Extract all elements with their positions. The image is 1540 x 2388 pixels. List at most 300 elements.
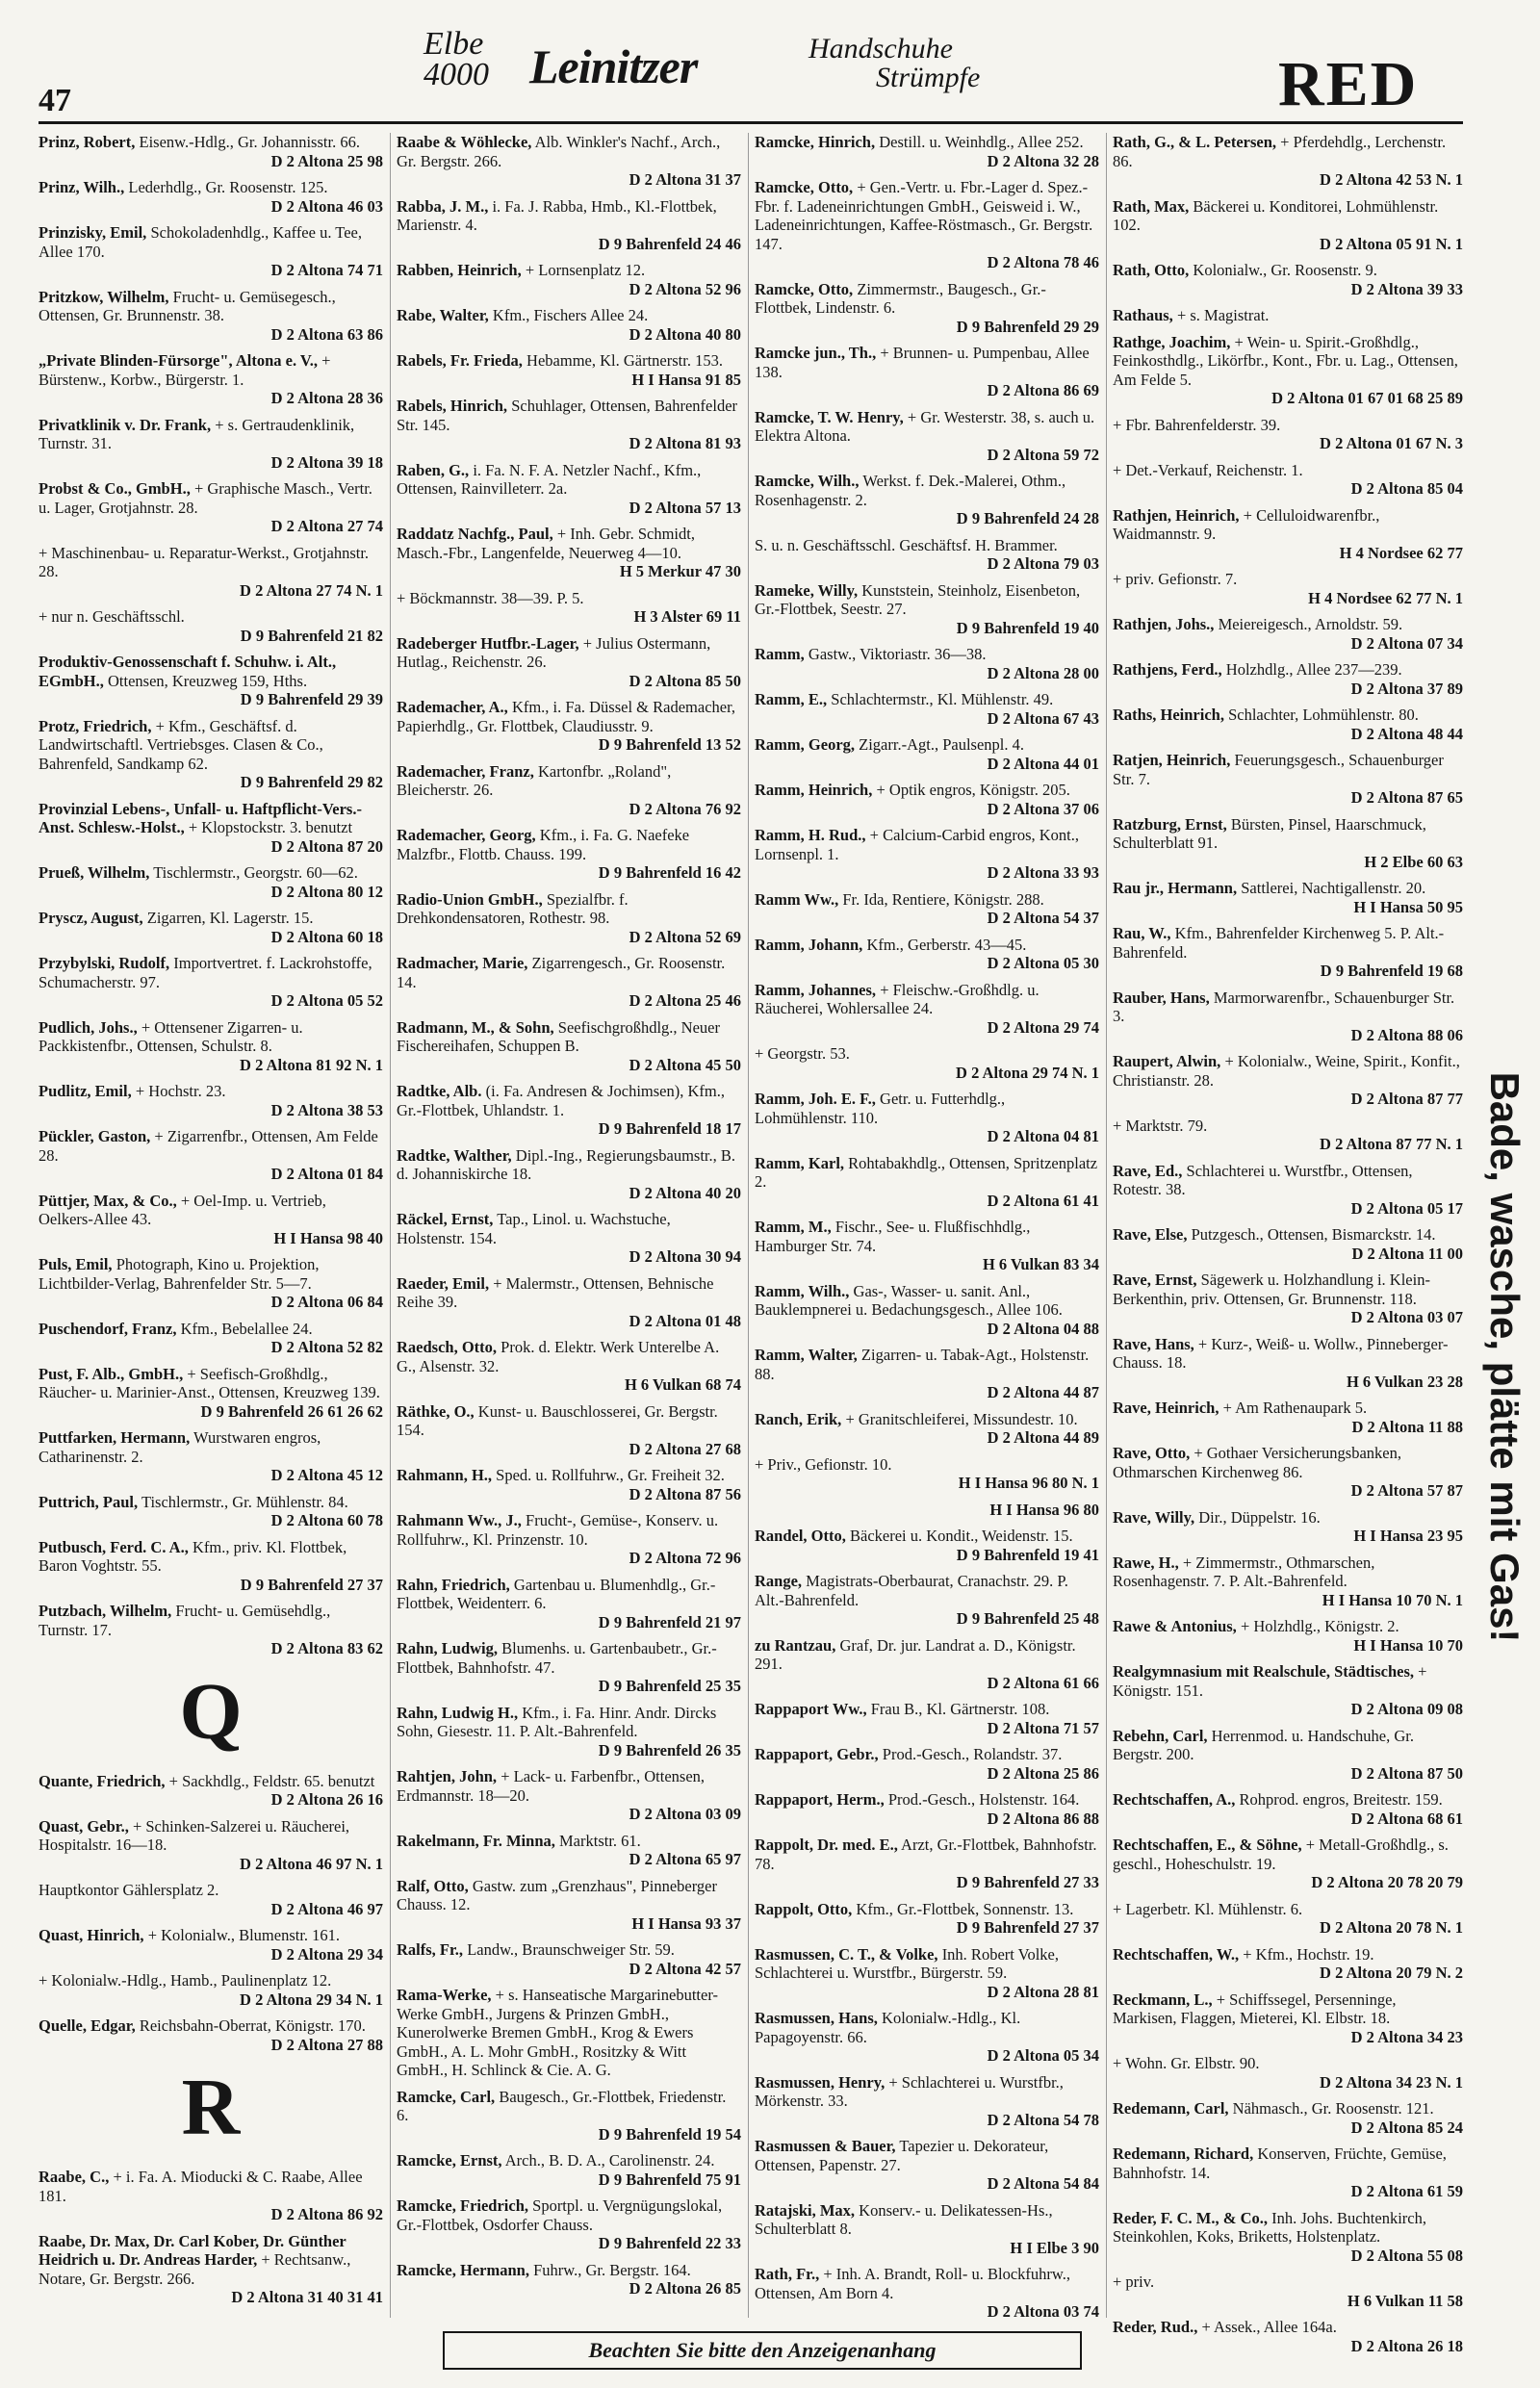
entry-phones [397,1914,741,1934]
entry-phones [38,325,383,345]
entry-name: Ratajski, Max, [755,2200,856,2220]
entry-phones [1113,2247,1463,2266]
entry-phones [755,1546,1099,1565]
phone-number: D 2 Altona 48 44 [1350,724,1463,743]
entry-phones [755,800,1099,819]
directory-entry [755,645,1099,682]
phone-number: D 2 Altona 40 80 [629,324,741,344]
entry-details: Sattlerei, Nachtigallenstr. 20. [1241,879,1426,897]
directory-entry [38,1538,383,1595]
entry-name: Ramm, Walter, [755,1346,858,1364]
phone-number: D 2 Altona 42 57 [629,1959,741,1978]
entry-name: Rathjens, Ferd., [1113,660,1222,679]
entry-phones [755,1255,1099,1274]
entry-details: Zimmermstr., Baugesch., Gr.-Flottbek, Lindenstr. 6. [755,279,1046,317]
directory-entry [397,197,741,254]
directory-entry [1113,2318,1463,2355]
entry-phones [397,800,741,819]
entry-details: Tischlermstr., Gr. Mühlenstr. 84. [141,1492,348,1511]
directory-entry [397,1767,741,1824]
entry-phones [38,1402,383,1422]
directory-entry [1113,2099,1463,2137]
entry-details: Gastw. zum „Grenzhaus", Pinneberger Chauss. 12. [397,1876,717,1913]
entry-details: + Calcium-Carbid engros, Kont., Lornsenpl. 1. [755,826,1079,863]
phone-number: D 2 Altona 37 89 [1350,679,1463,698]
entry-details: Kolonialw., Gr. Roosenstr. 9. [1193,261,1377,279]
directory-entry [755,890,1099,928]
entry-details: + Kfm., Hochstr. 19. [1243,1944,1374,1964]
page-number: 47 [38,83,71,118]
entry-phones [755,619,1099,638]
entry-name: Rasmussen, Hans, [755,2009,878,2027]
entry-details: Graf, Dr. jur. Landrat a. D., Königstr. 291. [755,1635,1076,1673]
phone-number: D 2 Altona 54 78 [987,2110,1099,2129]
entry-details: Nähmasch., Gr. Roosenstr. 121. [1232,2099,1434,2118]
entry-phones [397,499,741,518]
phone-number: D 9 Bahrenfeld 19 54 [598,2124,741,2144]
entry-details: + Gothaer Versicherungsbanken, Othmarschen Kirchenweg 86. [1113,1444,1401,1481]
header-advertisement [424,26,1116,106]
entry-name: Rath, G., & L. Petersen, [1113,133,1277,151]
directory-entry [397,1274,741,1331]
entry-phones [1113,2073,1463,2093]
directory-entry [755,178,1099,272]
directory-entry [755,1090,1099,1146]
phone-number: D 2 Altona 04 81 [987,1127,1099,1145]
directory-entry [1113,2054,1463,2092]
phone-number: D 9 Bahrenfeld 13 52 [598,735,741,754]
phone-number: D 2 Altona 76 92 [629,799,741,818]
entry-phones [1113,898,1463,917]
entry-name: Radtke, Alb. [397,1082,482,1100]
entry-details: Kunststein, Steinholz, Eisenbeton, Gr.-Flottbek, Seestr. 27. [755,580,1081,618]
entry-details: Bäckerei u. Kondit., Weidenstr. 15. [850,1527,1073,1545]
directory-entry [38,653,383,709]
entry-details: Holzhdlg., Allee 237—239. [1225,660,1402,679]
phone-number: D 2 Altona 29 74 [987,1017,1099,1037]
directory-entry [38,1082,383,1119]
entry-name: Pudlitz, Emil, [38,1082,132,1100]
directory-entry [1113,2272,1463,2310]
entry-details: Frucht-, Gemüse-, Konserv. u. Rollfuhrw., Kl. Prinzenstr. 10. [397,1511,719,1549]
entry-phones [755,1018,1099,1038]
entry-details: Rohtabakhdlg., Ottensen, Spritzenplatz 2. [755,1153,1098,1191]
phone-number: D 9 Bahrenfeld 27 37 [240,1575,383,1594]
entry-name: Ramcke, Wilh., [755,472,860,490]
directory-entry [38,800,383,857]
directory-entry [755,2073,1099,2130]
entry-phones [38,773,383,792]
directory-entry [1113,333,1463,408]
entry-phones [755,1609,1099,1629]
entry-name: Ralfs, Fr., [397,1940,464,1959]
phone-number: D 2 Altona 05 30 [987,954,1099,972]
entry-name: Raths, Heinrich, [1113,706,1224,724]
entry-phones [755,709,1099,729]
entry-phones [38,581,383,601]
directory-entry [1113,660,1463,698]
entry-phones [397,1485,741,1504]
directory-entry [38,544,383,601]
entry-name: Rasmussen, Henry, [755,2072,886,2092]
entry-details: Kfm., priv. Kl. Flottbek, Baron Voghtstr. 55. [38,1537,347,1575]
entry-details: + Klopstockstr. 3. benutzt [188,818,353,836]
entry-phones [38,389,383,408]
phone-number: H I Hansa 96 80 N. 1 [958,1474,1099,1492]
entry-name: Rechtschaffen, E., & Söhne, [1113,1836,1302,1854]
directory-entry [397,890,741,947]
side-ad-text: Bade, wasche, plätte mit Gas! [1482,1071,1527,1643]
entry-details: + Celluloidwarenfbr., Waidmannstr. 9. [1113,505,1380,543]
directory-entry [755,1218,1099,1274]
phone-number: D 2 Altona 46 97 N. 1 [240,1854,383,1873]
entry-name: Ramm, Georg, [755,735,856,754]
phone-number: D 2 Altona 11 88 [1351,1417,1463,1436]
entry-details: Schlachtermstr., Kl. Mühlenstr. 49. [831,690,1054,708]
directory-entry [1113,1052,1463,1109]
entry-details: Destill. u. Weinhdlg., Allee 252. [879,133,1084,151]
entry-name: Räthke, O., [397,1401,475,1421]
directory-entry [1113,989,1463,1045]
entry-phones [38,1639,383,1658]
entry-name: Rahn, Ludwig, [397,1639,499,1657]
entry-phones [38,928,383,947]
directory-entry [38,1365,383,1422]
entry-name: Ranch, Erik, [755,1409,842,1428]
directory-entry [1113,879,1463,916]
entry-name: Prinz, Wilh., [38,178,125,196]
directory-column-2 [397,133,741,2318]
phone-number: D 2 Altona 28 00 [987,663,1099,682]
entry-details: + Ottensener Zigarren- u. Packkistenfbr., Ottensen, Schulstr. 8. [38,1017,303,1055]
column-divider [390,133,391,2318]
entry-details: Dipl.-Ing., Regierungsbaumstr., B. d. Johanniskirche 18. [397,1145,736,1183]
entry-phones [755,1983,1099,2002]
phone-number: D 2 Altona 01 67 N. 3 [1320,434,1463,452]
entry-name: Ramm Ww., [755,889,839,909]
phone-number: D 2 Altona 61 66 [987,1673,1099,1692]
directory-entry [755,1945,1099,2002]
phone-number: D 2 Altona 06 84 [270,1293,383,1311]
directory-entry [38,479,383,536]
page-header [0,0,1540,123]
ad-goods-stockings: Strümpfe [876,62,981,93]
entry-phones [755,253,1099,272]
directory-entry [1113,2209,1463,2266]
phone-number: D 9 Bahrenfeld 25 48 [956,1609,1099,1628]
phone-number: D 2 Altona 52 69 [629,927,741,946]
entry-details: + s. Gertraudenklinik, Turnstr. 31. [38,415,355,452]
directory-entry [38,607,383,645]
entry-details: Sägewerk u. Holzhandlung i. Klein-Berkenthin, priv. Ottensen, Gr. Brunnenstr. 118. [1113,1271,1430,1308]
entry-details: Tap., Linol. u. Wachstuche, Holstenstr. 154. [397,1210,671,1247]
directory-entry [397,1466,741,1503]
entry-phones [397,170,741,190]
entry-name: Rappolt, Dr. med. E., [755,1836,898,1854]
phone-number: D 2 Altona 25 98 [270,151,383,170]
directory-entry [38,954,383,1011]
directory-entry [397,1940,741,1978]
entry-details: + Gen.-Vertr. u. Fbr.-Lager d. Spez.-Fbr. f. Ladeneinrichtungen GmbH., Geisweid i. W., Ladeneinrichtungen, Kaffee-Röstmasch., Gr. Bergstr. 147. [755,178,1093,253]
phone-number: D 2 Altona 88 06 [1350,1025,1463,1044]
directory-entry [755,1410,1099,1448]
entry-phones [397,991,741,1011]
phone-number: D 2 Altona 86 92 [270,2205,383,2223]
directory-entry [755,936,1099,973]
entry-name: Rauber, Hans, [1113,988,1210,1007]
ad-code: 4000 [424,57,489,92]
directory-entry [38,351,383,408]
directory-entry [397,1877,741,1934]
entry-details: Fuhrw., Gr. Bergstr. 164. [533,2260,691,2279]
entry-details: Inh. Johs. Buchtenkirch, Steinkohlen, Koks, Briketts, Holstenplatz. [1113,2208,1426,2246]
phone-number: D 2 Altona 71 57 [987,1718,1099,1737]
entry-phones [755,446,1099,465]
directory-entry [397,1146,741,1203]
entry-phones [397,607,741,627]
entry-phones [1113,1245,1463,1264]
entry-name: Protz, Friedrich, [38,716,152,735]
entry-phones [1113,170,1463,190]
entry-phones [38,1855,383,1874]
entry-details: Zigarrengesch., Gr. Roosenstr. 14. [397,954,726,991]
entry-details: Reichsbahn-Oberrat, Königstr. 170. [139,2016,366,2035]
entry-phones [1113,544,1463,563]
directory-entry [1113,1662,1463,1719]
entry-name: Przybylski, Rudolf, [38,954,170,972]
entry-name: Rau jr., Hermann, [1113,879,1238,897]
phone-number: D 2 Altona 60 18 [270,927,383,946]
entry-name: Prueß, Wilhelm, [38,863,150,882]
entry-phones [397,2234,741,2253]
entry-phones [1113,788,1463,808]
entry-name: Redemann, Carl, [1113,2099,1229,2118]
entry-details: Kfm., Gr.-Flottbek, Sonnenstr. 13. [856,1899,1074,1918]
entry-name: Rademacher, Georg, [397,826,536,844]
phone-number: D 2 Altona 85 50 [629,671,741,690]
entry-details: + Schinken-Salzerei u. Räucherei, Hospitalstr. 16—18. [38,1816,350,1854]
entry-details: + i. Fa. A. Mioducki & C. Raabe, Allee 181. [38,2168,363,2205]
entry-phones [1113,1026,1463,1045]
entry-details: Schlachterei u. Wurstfbr., Ottensen, Rotestr. 38. [1113,1161,1413,1198]
entry-name: Ramcke, T. W. Henry, [755,407,904,426]
entry-details: + Bürstenw., Korbw., Bürgerstr. 1. [38,351,331,389]
entry-details: Kfm., Bahrenfelder Kirchenweg 5. P. Alt.-Bahrenfeld. [1113,924,1445,962]
entry-details: Baugesch., Gr.-Flottbek, Friedenstr. 6. [397,2087,727,2124]
entry-details: Konserv.- u. Delikatessen-Hs., Schulterblatt 8. [755,2200,1053,2238]
entry-details: Photograph, Kino u. Projektion, Lichtbilder-Verlag, Bahrenfelder Str. 5—7. [38,1255,320,1293]
phone-number: H 6 Vulkan 11 58 [1347,2291,1463,2310]
phone-number: D 2 Altona 20 79 N. 2 [1320,1964,1463,1982]
phone-number: D 2 Altona 46 03 [270,196,383,216]
entry-name: Puls, Emil, [38,1255,113,1273]
phone-number: D 2 Altona 63 86 [270,324,383,344]
entry-details: Schuhlager, Ottensen, Bahrenfelder Str. 145. [397,397,738,434]
directory-entry [397,1639,741,1696]
entry-name: Putzbach, Wilhelm, [38,1602,172,1620]
directory-entry [397,2261,741,2298]
phone-number: D 2 Altona 44 87 [987,1383,1099,1401]
entry-details: + Lornsenplatz 12. [525,261,646,279]
entry-phones [397,2279,741,2298]
entry-details: + Fbr. Bahrenfelderstr. 39. [1113,415,1281,434]
entry-details: + Lagerbetr. Kl. Mühlenstr. 6. [1113,1899,1303,1918]
phone-number: D 2 Altona 45 50 [629,1055,741,1074]
directory-entry [1113,1444,1463,1501]
entry-name: Randel, Otto, [755,1527,846,1545]
directory-entry [397,1338,741,1395]
entry-name: Quante, Friedrich, [38,1771,166,1790]
directory-entry [397,525,741,581]
phone-number: D 2 Altona 27 74 N. 1 [240,580,383,600]
entry-phones [755,1064,1099,1083]
entry-phones [755,381,1099,400]
entry-details: Arch., B. D. A., Carolinenstr. 24. [504,2151,715,2170]
entry-phones [38,991,383,1011]
phone-number: D 2 Altona 05 17 [1350,1198,1463,1218]
entry-phones [38,453,383,473]
entry-details: + Kolonialw., Weine, Spirit., Konfit., Christianstr. 28. [1113,1052,1460,1090]
directory-entry [38,1926,383,1964]
entry-details: + Wein- u. Spirit.-Großhdlg., Feinkosthdlg., Likörfbr., Kont., Fbr. u. Lag., Ottensen, Am Felde 5. [1113,332,1458,389]
entry-phones [38,1165,383,1184]
phone-number: D 2 Altona 61 59 [1350,2182,1463,2200]
entry-phones [1113,680,1463,699]
directory-entry [1113,1335,1463,1392]
directory-entry [397,1402,741,1459]
phone-number: H 3 Alster 69 11 [633,607,741,626]
entry-phones [755,1127,1099,1146]
entry-details: + s. Hanseatische Margarinebutter-Werke GmbH., Jurgens & Prinzen GmbH., Kunerolwerke Bremen GmbH., Krog & Ewers GmbH., A. L. Mohr GmbH., Rositzky & Witt GmbH., H. Schlinck & Cie. A. G. [397,1986,718,2079]
entry-name: Quast, Gebr., [38,1816,129,1836]
entry-details: Getr. u. Futterhdlg., Lohmühlenstr. 110. [755,1090,1006,1127]
phone-number: D 9 Bahrenfeld 18 17 [598,1119,741,1138]
directory-entry [755,1700,1099,1737]
phone-number: D 2 Altona 01 67 01 68 25 89 [1271,389,1463,407]
entry-phones [1113,1700,1463,1719]
entry-phones [397,863,741,883]
entry-phones [1113,1873,1463,1892]
phone-number: H I Hansa 10 70 N. 1 [1322,1590,1463,1609]
entry-details: + priv. Gefionstr. 7. [1113,570,1238,588]
entry-details: + Julius Ostermann, Hutlag., Reichenstr. 26. [397,633,711,671]
directory-entry [755,472,1099,528]
phone-number: D 9 Bahrenfeld 29 29 [956,317,1099,336]
entry-details: Konserven, Früchte, Gemüse, Bahnhofstr. 14. [1113,2144,1447,2182]
phone-number: D 2 Altona 05 91 N. 1 [1320,234,1463,253]
entry-phones [1113,479,1463,499]
entry-details: Arzt, Gr.-Flottbek, Bahnhofstr. 78. [755,1836,1097,1873]
entry-name: Ramcke, Hinrich, [755,133,876,151]
directory-entry [397,306,741,344]
entry-phones [397,1375,741,1395]
entry-name: Ramm, H. Rud., [755,826,866,844]
entry-phones [397,1549,741,1568]
phone-number: D 2 Altona 87 77 N. 1 [1320,1135,1463,1153]
entry-details: + Seefisch-Großhdlg., Räucher- u. Marinier-Anst., Ottensen, Kreuzweg 139. [38,1364,380,1401]
side-advertisement [1480,847,1528,1867]
directory-entry [1113,1617,1463,1655]
entry-details: + Metall-Großhdlg., s. geschl., Hoheschulstr. 19. [1113,1836,1449,1873]
entry-phones [397,1312,741,1331]
entry-phones [755,954,1099,973]
entry-details: Rohprod. engros, Breitestr. 159. [1239,1790,1443,1809]
phone-number: D 2 Altona 57 87 [1350,1481,1463,1500]
phone-number: H I Hansa 98 40 [273,1228,383,1247]
entry-details: Marktstr. 61. [559,1831,641,1850]
entry-phones [755,509,1099,528]
directory-entry [755,2009,1099,2066]
directory-entry [755,1745,1099,1783]
entry-phones [1113,1636,1463,1656]
phone-number: D 2 Altona 38 53 [270,1100,383,1119]
directory-entry [755,1790,1099,1828]
directory-entry [397,826,741,883]
entry-details: + Maschinenbau- u. Reparatur-Werkst., Grotjahnstr. 28. [38,543,370,580]
entry-phones [755,1383,1099,1402]
phone-number: D 2 Altona 07 34 [1350,633,1463,653]
entry-name: Rechtschaffen, W., [1113,1944,1240,1964]
ad-goods [808,35,980,92]
entry-name: Ramcke, Hermann, [397,2260,529,2279]
phone-number: D 2 Altona 86 69 [987,381,1099,399]
entry-phones [1113,1418,1463,1437]
entry-name: Privatklinik v. Dr. Frank, [38,415,212,434]
entry-phones [755,1810,1099,1829]
entry-phones [1113,962,1463,981]
entry-name: Rave, Otto, [1113,1444,1191,1462]
entry-name: Ramcke jun., Th., [755,344,877,362]
phone-number: D 2 Altona 87 77 [1350,1090,1463,1108]
entry-name: Rabels, Hinrich, [397,397,508,415]
entry-details: Kfm., i. Fa. Düssel & Rademacher, Papierhdlg., Gr. Flottbek, Claudiusstr. 9. [397,698,736,735]
phone-number: D 2 Altona 83 62 [270,1639,383,1657]
entry-phones [755,1719,1099,1738]
entry-name: Rahtjen, John, [397,1767,498,1785]
entry-phones [755,863,1099,883]
entry-phones [755,2174,1099,2194]
directory-entry [1113,306,1463,325]
entry-details: Kfm., Fischers Allee 24. [492,306,649,324]
entry-phones [1113,280,1463,299]
entry-name: Prinzisky, Emil, [38,223,147,242]
directory-entry [755,408,1099,465]
phone-number: D 2 Altona 55 08 [1350,2246,1463,2265]
entry-details: Kfm., i. Fa. G. Naefeke Malzfbr., Flottb. Chauss. 199. [397,826,690,863]
directory-entry [397,1576,741,1632]
entry-details: + Königstr. 151. [1113,1662,1427,1700]
phone-number: D 2 Altona 81 92 N. 1 [240,1055,383,1074]
phone-number: D 2 Altona 05 34 [987,2046,1099,2065]
entry-name: Radtke, Walther, [397,1145,512,1165]
entry-details: + Optik engros, Königstr. 205. [876,781,1070,799]
entry-name: Ramm, Johannes, [755,980,877,999]
entry-details: Eisenw.-Hdlg., Gr. Johannisstr. 66. [139,133,360,151]
entry-phones [38,517,383,536]
entry-details: Dir., Düppelstr. 16. [1198,1507,1321,1527]
directory-entry [755,2201,1099,2258]
phone-number: D 2 Altona 01 48 [629,1311,741,1330]
entry-details: Importvertret. f. Lackrohstoffe, Schumacherstr. 97. [38,954,372,991]
phone-number: D 2 Altona 67 43 [987,708,1099,728]
phone-number: D 2 Altona 44 89 [987,1428,1099,1447]
entry-details: + Schiffssegel, Persenninge, Markisen, Flaggen, Mieterei, Kl. Elbstr. 18. [1113,1990,1397,2027]
entry-details: Fischr., See- u. Flußfischhdlg., Hamburger Str. 74. [755,1218,1031,1255]
directory-entry [1113,2144,1463,2201]
entry-phones [38,197,383,217]
ad-brand: Leinitzer [529,39,698,93]
entry-name: Rathjen, Heinrich, [1113,505,1240,525]
